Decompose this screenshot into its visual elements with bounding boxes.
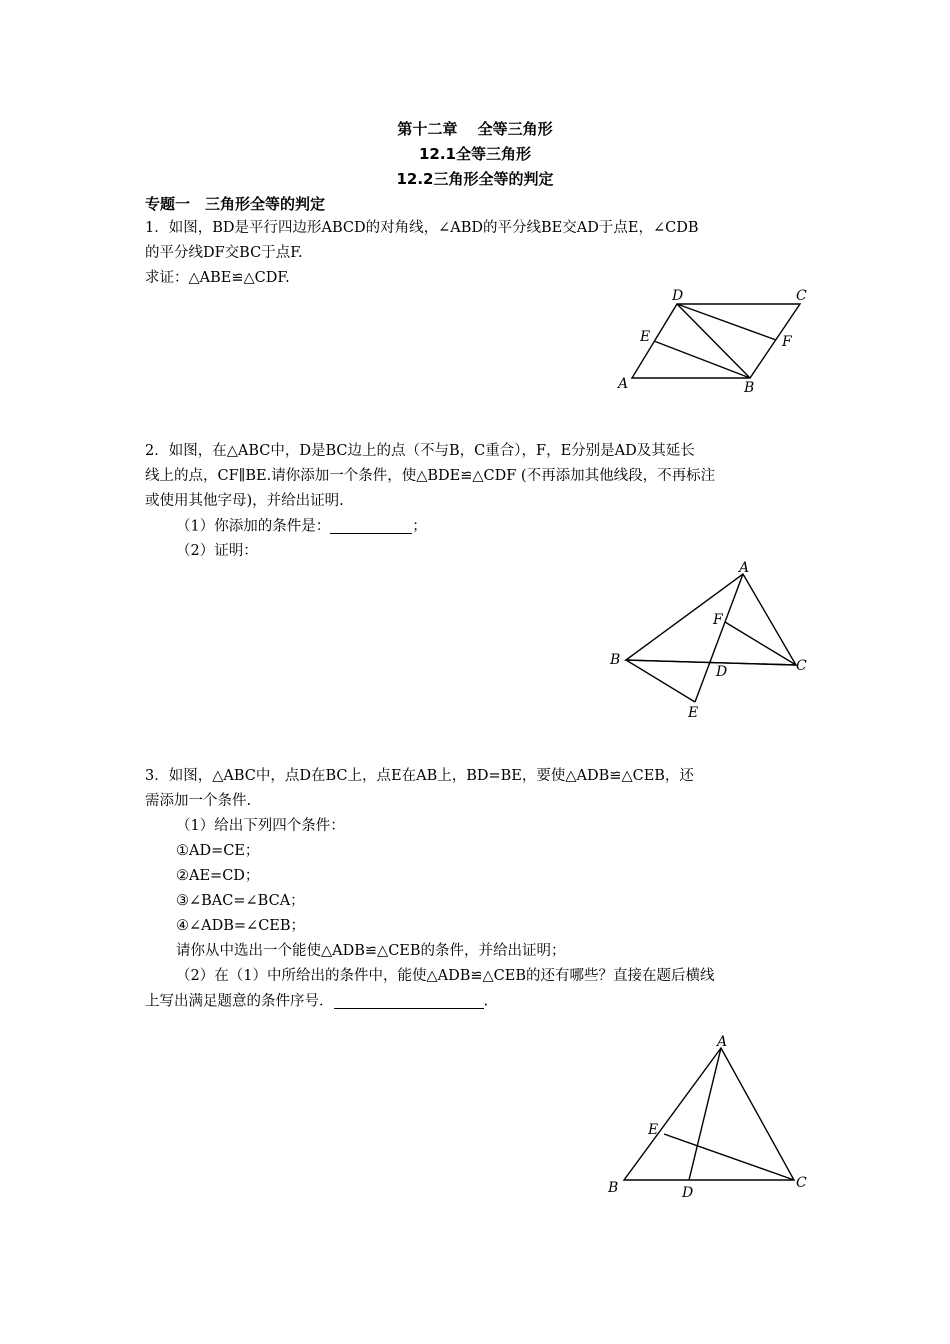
q3-instruction: 请你从中选出一个能使△ADB≌△CEB的条件，并给出证明； — [176, 943, 566, 959]
q1-line2: 的平分线DF交BC于点F. — [145, 245, 303, 261]
q1-bisector-be — [654, 341, 750, 378]
q2-segment-ae — [695, 574, 743, 702]
q2-label-e: E — [688, 705, 699, 721]
q3-label-a: A — [717, 1034, 728, 1050]
q3-answer-blank[interactable] — [334, 994, 484, 1009]
q3-segment-ad — [689, 1048, 721, 1180]
q2-line1: 2．如图，在△ABC中，D是BC边上的点（不与B，C重合），F，E分别是AD及其延长 — [145, 443, 695, 459]
q2-part2: （2）证明： — [176, 543, 258, 559]
topic-heading: 专题一 三角形全等的判定 — [145, 195, 326, 213]
q2-label-c: C — [796, 658, 807, 674]
q3-label-c: C — [796, 1175, 807, 1191]
q3-line1: 3．如图，△ABC中，点D在BC上，点E在AB上，BD=BE，要使△ADB≌△CEB，还 — [145, 768, 694, 784]
q3-condition-2: ②AE=CD； — [176, 868, 260, 884]
q1-diagonal-bd — [677, 304, 750, 378]
chapter-title: 第十二章 全等三角形 — [397, 120, 553, 138]
q3-label-e: E — [648, 1122, 659, 1138]
q1-label-c: C — [796, 288, 807, 304]
q2-label-d: D — [716, 664, 728, 680]
q3-part2-line2 — [145, 994, 488, 1009]
q3-part1: （1）给出下列四个条件： — [176, 818, 345, 834]
q2-label-a: A — [739, 560, 750, 576]
q3-condition-4: ④∠ADB=∠CEB； — [176, 918, 306, 934]
q2-line3: 或使用其他字母)，并给出证明. — [145, 493, 344, 509]
q3-segment-ce — [664, 1134, 794, 1180]
q2-part1 — [176, 519, 427, 534]
q1-label-a: A — [618, 376, 629, 392]
q3-figure-triangle — [600, 1030, 820, 1210]
q3-label-b: B — [608, 1180, 619, 1196]
q1-label-f: F — [782, 334, 792, 350]
q1-parallelogram-outline — [632, 304, 800, 378]
q3-condition-3: ③∠BAC=∠BCA； — [176, 893, 305, 909]
q3-condition-1: ①AD=CE； — [176, 843, 260, 859]
q2-line2: 线上的点，CF∥BE.请你添加一个条件，使△BDE≌△CDF (不再添加其他线段，不再标注 — [145, 468, 716, 484]
q2-part1-end: ； — [412, 518, 427, 535]
q1-label-e: E — [640, 329, 651, 345]
q2-triangle-abc — [626, 574, 796, 665]
q3-part2-label: 上写出满足题意的条件序号． — [145, 993, 334, 1010]
q3-label-d: D — [682, 1185, 694, 1201]
section-title-2: 12.2三角形全等的判定 — [396, 170, 554, 188]
q2-answer-blank[interactable] — [330, 519, 412, 534]
q3-part2-line1: （2）在（1）中所给出的条件中，能使△ADB≌△CEB的还有哪些？直接在题后横线 — [176, 968, 715, 984]
q3-line2: 需添加一个条件. — [145, 793, 252, 809]
q1-figure-parallelogram — [600, 280, 820, 400]
q2-segment-be — [626, 660, 695, 702]
q1-label-b: B — [744, 380, 755, 396]
q3-part2-end: . — [483, 993, 489, 1010]
q2-label-f: F — [713, 612, 723, 628]
q1-label-d: D — [672, 288, 684, 304]
section-title-1: 12.1全等三角形 — [418, 145, 531, 163]
q3-triangle-abc — [624, 1048, 794, 1180]
q1-bisector-df — [677, 304, 776, 340]
q2-label-b: B — [610, 652, 621, 668]
q2-segment-cf — [725, 622, 796, 665]
q2-figure-triangle — [600, 560, 820, 730]
q2-part1-label: （1）你添加的条件是： — [176, 518, 331, 535]
q1-line3: 求证：△ABE≌△CDF. — [145, 270, 290, 286]
q1-line1: 1．如图，BD是平行四边形ABCD的对角线，∠ABD的平分线BE交AD于点E，∠CDB — [145, 220, 699, 236]
